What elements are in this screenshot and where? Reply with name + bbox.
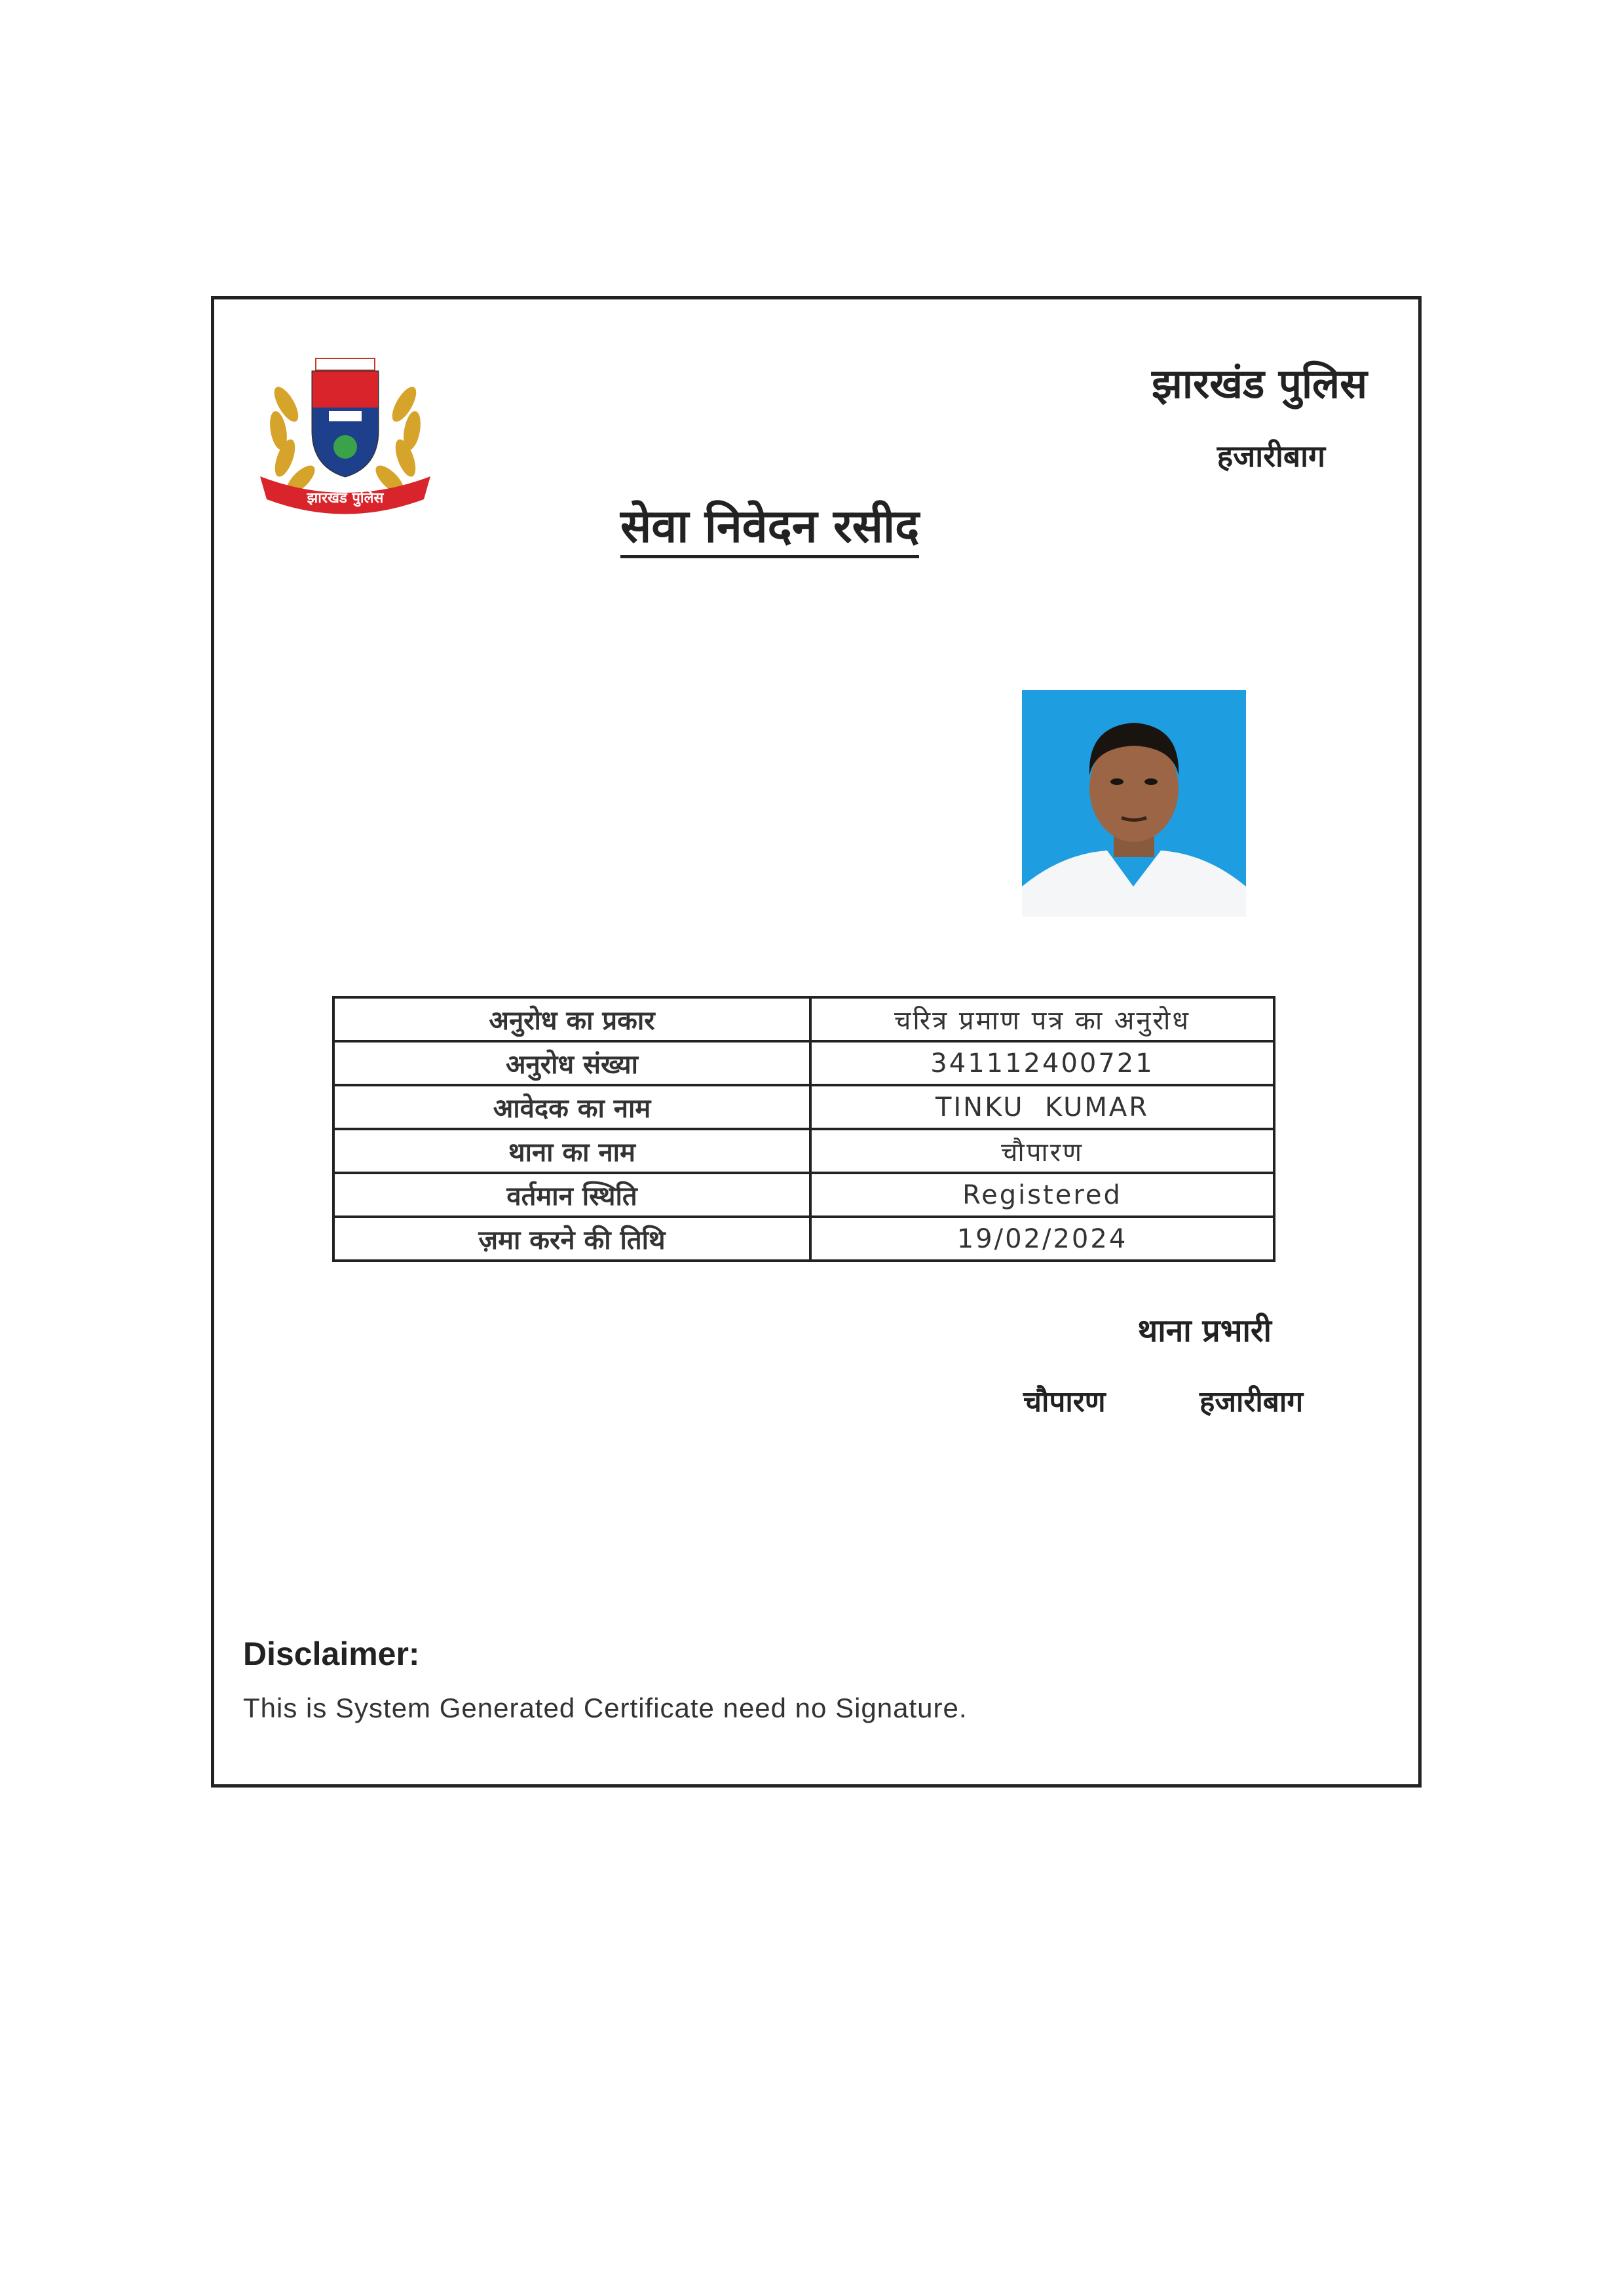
submission-date-value: 19/02/2024 bbox=[810, 1217, 1274, 1261]
jharkhand-police-emblem-icon bbox=[247, 345, 444, 522]
current-status-value: Registered bbox=[810, 1173, 1274, 1217]
organization-name: झारखंड पुलिस bbox=[1152, 360, 1367, 408]
signatory-station: चौपारण bbox=[1023, 1385, 1106, 1419]
request-number-value: 341112400721 bbox=[810, 1041, 1274, 1085]
document-title: सेवा निवेदन रसीद bbox=[620, 503, 919, 558]
applicant-name-value: TINKU KUMAR bbox=[810, 1085, 1274, 1129]
signatory-district: हजारीबाग bbox=[1199, 1385, 1304, 1419]
table-row bbox=[333, 997, 1274, 1041]
organization-district: हजारीबाग bbox=[1217, 438, 1325, 474]
table-row bbox=[333, 1041, 1274, 1085]
table-row bbox=[333, 1173, 1274, 1217]
applicant-name-label: आवेदक का नाम bbox=[333, 1085, 810, 1129]
table-row bbox=[333, 1129, 1274, 1173]
request-type-value: चरित्र प्रमाण पत्र का अनुरोध bbox=[810, 997, 1274, 1041]
svg-text:झारखंड पुलिस: झारखंड पुलिस bbox=[307, 490, 384, 507]
police-station-value: चौपारण bbox=[810, 1129, 1274, 1173]
disclaimer-text: This is System Generated Certificate need no Signature. bbox=[243, 1693, 968, 1723]
table-row bbox=[333, 1085, 1274, 1129]
request-number-label: अनुरोध संख्या bbox=[333, 1041, 810, 1085]
disclaimer-heading: Disclaimer: bbox=[243, 1636, 420, 1672]
police-station-label: थाना का नाम bbox=[333, 1129, 810, 1173]
applicant-photo bbox=[1022, 690, 1246, 917]
submission-date-label: ज़मा करने की तिथि bbox=[333, 1217, 810, 1261]
current-status-label: वर्तमान स्थिति bbox=[333, 1173, 810, 1217]
table-row bbox=[333, 1217, 1274, 1261]
signatory-title: थाना प्रभारी bbox=[1137, 1312, 1272, 1349]
service-request-receipt bbox=[211, 296, 1422, 1788]
request-details-table bbox=[332, 996, 1275, 1262]
request-type-label: अनुरोध का प्रकार bbox=[333, 997, 810, 1041]
